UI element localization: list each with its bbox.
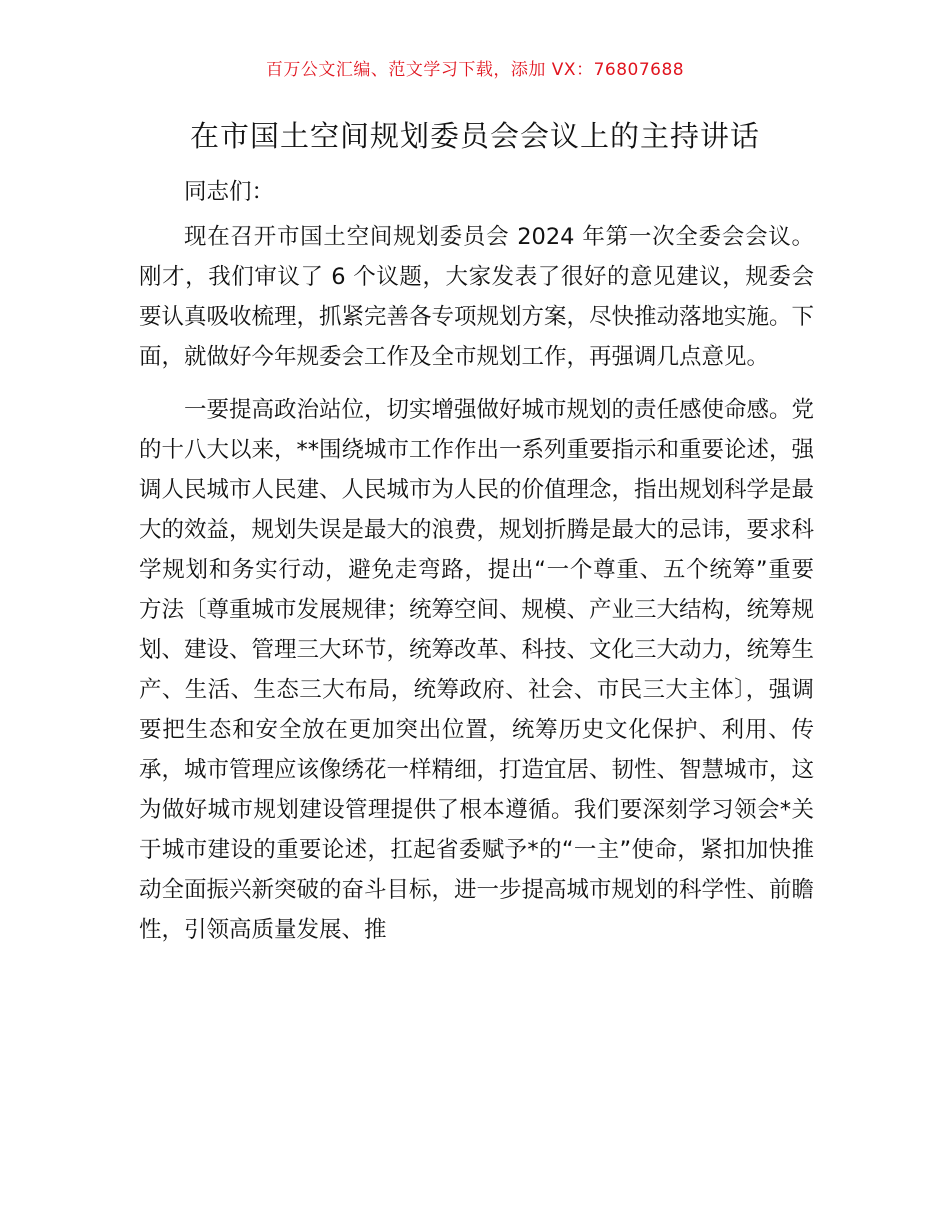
paragraph-opening: 现在召开市国土空间规划委员会 2024 年第一次全委会会议。刚才，我们审议了 6 个议题，大家发表了很好的意见建议，规委会要认真吸收梳理，抓紧完善各专项规划方案，尽快推动落地实施。下面，就做好今年规委会工作及全市规划工作，再强调几点意见。 bbox=[139, 224, 815, 370]
document-body bbox=[139, 172, 814, 950]
header-watermark-note: 百万公文汇编、范文学习下载，添加 VX：76807688 bbox=[265, 60, 685, 80]
page-title: 在市国土空间规划委员会会议上的主持讲话 bbox=[189, 119, 760, 153]
salutation: 同志们： bbox=[184, 179, 275, 205]
paragraph-point-one: 一要提高政治站位，切实增强做好城市规划的责任感使命感。党的十八大以来，**围绕城市工作作出一系列重要指示和重要论述，强调人民城市人民建、人民城市为人民的价值理念，指出规划科学是最大的效益，规划失误是最大的浪费，规划折腾是最大的忌讳，要求科学规划和务实行动，避免走弯路，提出“一个尊重、五个统筹”重要方法〔尊重城市发展规律；统筹空间、规模、产业三大结构，统筹规划、建设、管理三大环节，统筹改革、科技、文化三大动力，统筹生产、生活、生态三大布局，统筹政府、社会、市民三大主体〕，强调要把生态和安全放在更加突出位置，统筹历史文化保护、利用、传承，城市管理应该像绣花一样精细，打造宜居、韧性、智慧城市，这为做好城市规划建设管理提供了根本遵循。我们要深刻学习领会*关于城市建设的重要论述，扛起省委赋予*的“一主”使命，紧扣加快推动全面振兴新突破的奋斗目标，进一步提高城市规划的科学性、前瞻性，引领高质量发展、推 bbox=[139, 397, 815, 943]
